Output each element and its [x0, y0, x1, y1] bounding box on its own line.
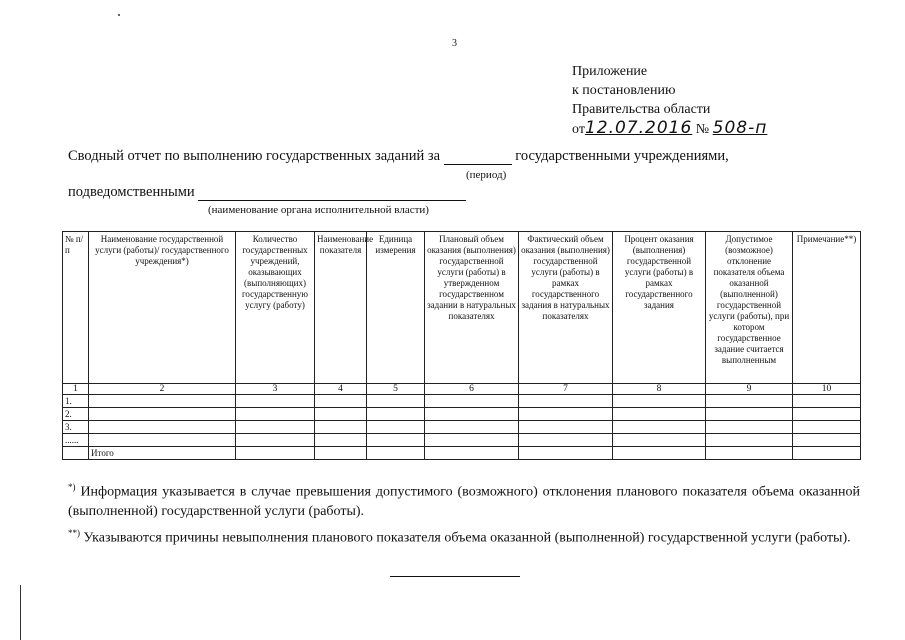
table-cell — [315, 408, 367, 421]
table-cell — [519, 395, 613, 408]
table-cell — [613, 395, 706, 408]
table-row — [63, 434, 861, 447]
row-number: 3. — [63, 421, 89, 434]
authority-caption: (наименование органа исполнительной власти) — [208, 204, 429, 216]
table-cell — [613, 447, 706, 460]
table-cell — [315, 434, 367, 447]
total-row — [63, 447, 861, 460]
table-cell — [613, 434, 706, 447]
header-cell: Плановый объем оказания (выполнения) государственной услуги (работы) в утвержденном государственном задании в натуральных показателях — [425, 232, 519, 384]
table-cell — [236, 421, 315, 434]
footnote-1-mark: *) — [68, 482, 76, 492]
title-part-2: государственными учреждениями, — [515, 148, 729, 164]
header-cell: № п/п — [63, 232, 89, 384]
column-number: 2 — [89, 384, 236, 395]
column-number: 8 — [613, 384, 706, 395]
table-cell — [425, 421, 519, 434]
column-number: 5 — [367, 384, 425, 395]
subordinate-label: подведомственными — [68, 184, 195, 200]
table-cell — [793, 395, 861, 408]
table-cell — [89, 421, 236, 434]
table-cell — [613, 421, 706, 434]
header-cell: Фактический объем оказания (выполнения) государственной услуги (работы) в рамках государственного задания в натуральных показателях — [519, 232, 613, 384]
table-cell — [706, 421, 793, 434]
table-cell — [425, 434, 519, 447]
table-cell — [89, 434, 236, 447]
row-number: 2. — [63, 408, 89, 421]
table-cell — [793, 408, 861, 421]
table-cell — [706, 447, 793, 460]
footnote-2 — [68, 524, 860, 548]
table-cell — [425, 408, 519, 421]
table-cell — [236, 434, 315, 447]
appendix-date-line — [572, 119, 767, 139]
table-cell — [315, 395, 367, 408]
total-label: Итого — [89, 447, 236, 460]
table-header-row — [63, 232, 861, 384]
table-cell — [519, 408, 613, 421]
table-row — [63, 408, 861, 421]
table-cell — [793, 421, 861, 434]
appendix-line-3: Правительства области — [572, 102, 711, 117]
table-row — [63, 395, 861, 408]
end-divider — [390, 576, 520, 577]
column-number: 9 — [706, 384, 793, 395]
column-number: 1 — [63, 384, 89, 395]
table-cell — [425, 395, 519, 408]
number-sign: № — [695, 122, 710, 137]
column-number: 4 — [315, 384, 367, 395]
column-number-row — [63, 384, 861, 395]
table-cell — [367, 447, 425, 460]
table-cell — [236, 395, 315, 408]
scan-margin-line — [20, 585, 21, 640]
table-cell — [519, 434, 613, 447]
column-number: 6 — [425, 384, 519, 395]
row-number: ...... — [63, 434, 89, 447]
table-cell — [367, 395, 425, 408]
row-number: 1. — [63, 395, 89, 408]
period-caption: (период) — [466, 169, 507, 181]
table-cell — [315, 421, 367, 434]
header-cell: Количество государственных учреждений, оказывающих (выполняющих) государственную услугу (работу) — [236, 232, 315, 384]
table-cell — [236, 447, 315, 460]
appendix-line-2: к постановлению — [572, 83, 676, 98]
table-row — [63, 421, 861, 434]
authority-blank — [198, 186, 466, 201]
header-cell: Единица измерения — [367, 232, 425, 384]
table-cell — [425, 447, 519, 460]
subordinate-line — [68, 184, 466, 201]
table-cell — [89, 395, 236, 408]
table-cell — [367, 408, 425, 421]
table-cell — [236, 408, 315, 421]
table-cell — [367, 421, 425, 434]
table-cell — [706, 395, 793, 408]
table-cell — [89, 408, 236, 421]
title-part-1: Сводный отчет по выполнению государственных заданий за — [68, 148, 441, 164]
footnote-1 — [68, 478, 860, 521]
footnote-1-text: Информация указывается в случае превышения допустимого (возможного) отклонения планового показателя объема оказанной (выполненной) государственной услуги (работы). — [68, 484, 860, 519]
table-cell — [793, 434, 861, 447]
column-number: 7 — [519, 384, 613, 395]
header-cell: Наименование показателя — [315, 232, 367, 384]
appendix-block — [572, 62, 767, 139]
column-number: 10 — [793, 384, 861, 395]
table-cell — [706, 434, 793, 447]
table-cell — [315, 447, 367, 460]
appendix-line-1: Приложение — [572, 64, 648, 79]
table-cell — [793, 447, 861, 460]
footnote-2-text: Указываются причины невыполнения планового показателя объема оказанной (выполненной) государственной услуги (работы). — [83, 530, 851, 546]
table-cell — [613, 408, 706, 421]
page-number: 3 — [452, 38, 457, 49]
handwritten-number: 508-п — [712, 118, 768, 138]
table-cell — [63, 447, 89, 460]
report-title — [68, 148, 729, 165]
report-table — [62, 231, 861, 460]
footnote-2-mark: **) — [68, 528, 80, 538]
period-blank — [444, 150, 512, 165]
table-cell — [706, 408, 793, 421]
scan-speck — [118, 14, 120, 16]
column-number: 3 — [236, 384, 315, 395]
header-cell: Наименование государственной услуги (работы)/ государственного учреждения*) — [89, 232, 236, 384]
table-cell — [367, 434, 425, 447]
header-cell: Примечание**) — [793, 232, 861, 384]
table-cell — [519, 421, 613, 434]
table-cell — [519, 447, 613, 460]
header-cell: Допустимое (возможное) отклонение показателя объема оказанной (выполненной) государственной услуги (работы), при котором государственное задание считается выполненным — [706, 232, 793, 384]
header-cell: Процент оказания (выполнения) государственной услуги (работы) в рамках государственного задания — [613, 232, 706, 384]
handwritten-date: 12.07.2016 — [584, 118, 693, 138]
date-prefix: от — [572, 122, 585, 137]
